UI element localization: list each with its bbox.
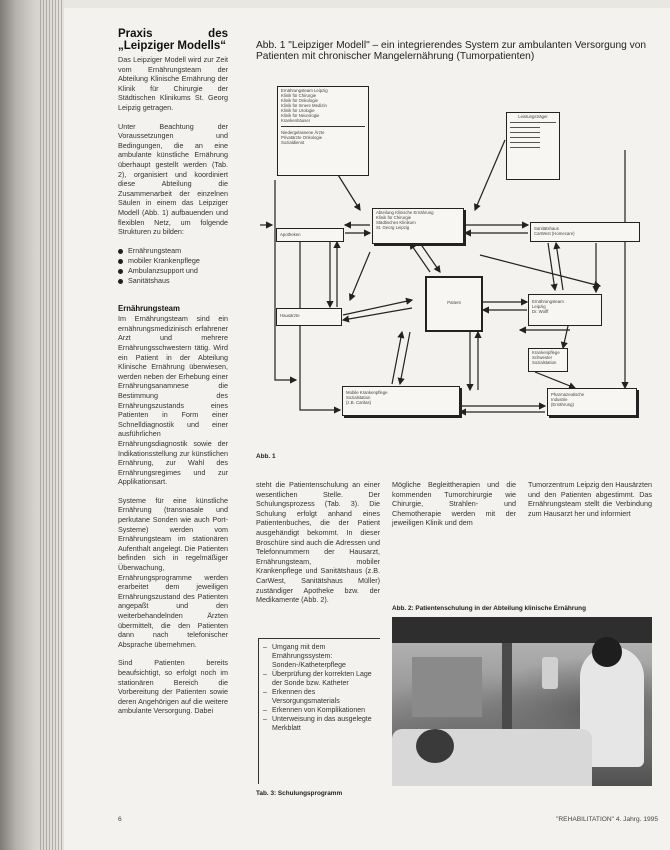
intro-paragraph: Das Leipziger Modell wird zur Zeit vom Ernährungsteam der Abteilung Klinische Ernährung der Klinik für Chirurgie der Städtischen Klinikums St. Georg Leipzig getragen. — [118, 55, 228, 112]
list-item: mobiler Krankenpflege — [118, 256, 228, 266]
box-line: Krankenpflege — [532, 350, 560, 355]
nutrition-team-box — [528, 294, 602, 326]
right-column-a — [392, 480, 516, 537]
training-paragraph: steht die Patientenschulung an einer wesentlichen Stelle. Der Schulungsprozess (Tab. 3). Die Schulung erfolgt anhand eines Patientenbuches, die der Patient ausgehändigt bekommt. In dieser Broschüre sind auch die Adressen und Telefonnummern der Hausarzt, Ernährungsteam, mobiler Krankenpflege und Sanitätshaus (z.B. CarWest, Sanitätshaus Müller) zuständiger Apotheke bzw. der Medikamente (Abb. 2). — [256, 480, 380, 605]
box-line: Ernährungsteam — [532, 299, 564, 304]
section-heading: Praxis des „Leipziger Modells“ — [118, 28, 228, 52]
box-line: Klinik für Urologie — [281, 108, 315, 113]
box-divider — [281, 126, 365, 127]
box-line: (Ernährung) — [551, 402, 574, 407]
box-rule — [510, 127, 540, 128]
systems-paragraph: Systeme für eine künstliche Ernährung (transnasale und perkutane Sonden wie auch Port-Systeme) werden vom Ernährungsteam im stationären Aufenthalt angelegt. Die Patienten befinden sich in regelmäßiger Überwachung, Ernährungsprogramme werden erarbeitet dem jeweiligen Ernährungszustand des Patienten angepaßt und den weiterbehandelnden Ärzten übermittelt, die den Patienten dann nach telefonischer Absprache übernehmen. — [118, 495, 228, 649]
middle-column — [256, 480, 380, 614]
pharmacies-box — [276, 228, 344, 242]
nursing-box — [528, 348, 568, 372]
box-line: Sozialdienst — [281, 140, 305, 145]
mobile-nursing-box — [342, 386, 460, 416]
box-line: Klinik für Chirurgie — [281, 93, 317, 98]
table-row: – Erkennen des Versorgungsmaterials — [263, 688, 377, 706]
photo-patient-head — [416, 729, 454, 763]
subheading-ernaehrungsteam: Ernährungsteam — [118, 303, 180, 313]
list-item: Sanitätshaus — [118, 276, 228, 286]
box-label: Patient — [447, 300, 461, 305]
training-program-table — [258, 638, 380, 784]
box-line: Schwester — [532, 355, 553, 360]
table-row: – Umgang mit dem Ernährungssystem: Sonden-/Katheterpflege — [263, 643, 377, 670]
box-rule — [510, 137, 540, 138]
box-line: Ernährungsteam Leipzig — [281, 88, 328, 93]
box-line: Niedergelassene Ärzte — [281, 130, 325, 135]
patient-box — [425, 276, 483, 332]
box-line: Sozialstation — [532, 360, 557, 365]
box-line: Mobile Krankenpflege — [346, 390, 388, 395]
table-caption: Tab. 3: Schulungsprogramm — [256, 790, 343, 797]
box-rule — [510, 147, 540, 148]
box-line: Klinik für Neurologie — [281, 113, 320, 118]
photo-infusion-bag — [542, 657, 558, 689]
box-line: Leipzig — [532, 304, 546, 309]
box-rule — [510, 142, 540, 143]
referrers-box — [277, 86, 369, 176]
team-paragraph: Im Ernährungsteam sind ein ernährungsmedizinisch erfahrener Arzt und mehrere Ernährungsschwestern tätig. Wird ein Patient in der Abteilung Klinische Ernährung überwiesen, werden neben der Erhebung einer Ernährungsanamnese die Bestimmung des Ernährungszustands eines Patienten in Form einer Schnelldiagnostik und einer ausführlichen Ernährungsdiagnostik sowie der Indikationsstellung zur künstlichen Ernährung, zur Wahl des Ernährungsregimes und zur Applikationsart. — [118, 314, 228, 487]
preparation-paragraph: Sind Patienten bereits beaufsichtigt, so erfolgt noch im stationären Bereich die Vorbereitung der Patienten sowie deren Angehörigen auf die weitere ambulante Versorgung. Dabei — [118, 658, 228, 716]
structure-paragraph: Unter Beachtung der Voraussetzungen und Bedingungen, die an eine ambulante künstliche Ernährung überhaupt gestellt werden (Tab. 2), organisiert und koordiniert diese Abteilung die Zusammenarbeit der einzelnen Säulen in einem das Leipziger Modell (Abb. 1) aufbauenden und flexiblen Netz, um folgende Strukturen zu bilden: — [118, 121, 228, 237]
gp-box — [276, 308, 342, 326]
payers-box — [506, 112, 560, 180]
list-item: Ambulanzsupport und — [118, 266, 228, 276]
box-label: Apotheken — [280, 232, 301, 237]
photo-window — [412, 657, 482, 717]
box-line: Städtisches Klinikum — [376, 220, 416, 225]
figure-caption: Abb. 1 — [256, 453, 276, 460]
box-line: Pharmazeutische — [551, 392, 585, 397]
box-line: Krankenhäuser — [281, 118, 311, 123]
box-line: Dr. Wolff — [532, 309, 549, 314]
tumor-center-paragraph: Tumorzentrum Leipzig den Hausärzten und den Patienten abgestimmt. Das Ernährungsteam stellt die Verbindung zum Hausarzt her und informiert — [528, 480, 652, 518]
box-line: Sanitätshaus — [534, 226, 559, 231]
box-line: CarWest (Homecare) — [534, 231, 575, 236]
pharma-industry-box — [547, 388, 637, 416]
figure-title: Abb. 1 "Leipziger Modell" – ein integrierendes System zur ambulanten Versorgung von Patienten mit chronischer Mangelernährung (Tumorpatienten) — [256, 40, 647, 62]
table-row: – Unterweisung in das ausgelegte Merkblatt — [263, 715, 377, 733]
photo-nurse-head — [592, 637, 622, 667]
box-line: (z.B. Caritas) — [346, 400, 372, 405]
box-line: Sozialstation — [346, 395, 371, 400]
journal-footer: "REHABILITATION" 4. Jahrg. 1995 — [556, 816, 658, 823]
box-line: St. Georg Leipzig — [376, 225, 410, 230]
medical-supply-box — [530, 222, 640, 242]
therapy-paragraph: Mögliche Begleittherapien und die kommenden Tumorchirurgie wie Chirurgie, Strahlen- und Chemotherapie werden mit der jeweiligen Klinik und dem — [392, 480, 516, 528]
table-row: – Erkennen von Komplikationen — [263, 706, 377, 715]
box-line: Klinik für Innere Medizin — [281, 103, 327, 108]
box-line: Klinik für Onkologie — [281, 98, 319, 103]
box-line: Industrie — [551, 397, 568, 402]
list-item: Ernährungsteam — [118, 246, 228, 256]
table-row: – Überprüfung der korrekten Lage der Sonde bzw. Katheter — [263, 670, 377, 688]
box-line: Abteilung Klinische Ernährung — [376, 210, 434, 215]
box-line: Klinik für Chirurgie — [376, 215, 412, 220]
box-line: Privatärzte Onkologie — [281, 135, 323, 140]
box-rule — [510, 132, 540, 133]
box-rule — [510, 122, 556, 123]
patient-training-photo — [392, 617, 652, 786]
box-label: Hausärzte — [280, 313, 300, 318]
photo-caption: Abb. 2: Patientenschulung in der Abteilung klinische Ernährung — [392, 605, 586, 612]
page-number: 6 — [118, 816, 122, 823]
clinical-nutrition-box — [372, 208, 464, 244]
right-column-b — [528, 480, 652, 527]
box-line: Leistungsträger — [518, 114, 548, 119]
